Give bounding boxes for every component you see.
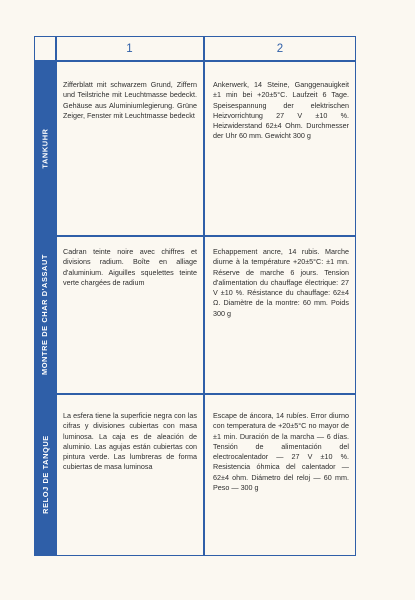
row-divider-2 [35,393,355,395]
column-header-1: 1 [126,43,133,55]
row-label-band-1 [35,61,55,235]
row-label-reloj: RELOJ DE TANQUE [40,435,50,514]
cell-tankuhr-description: Zifferblatt mit schwarzem Grund, Ziffern und Teilstriche mit Leuchtmasse bedeckt. Gehäuse aus Aluminiumlegierung. Grüne Zeiger, Fenster mit Leuchtmasse bedeckt [63,80,197,120]
cell-montre-specs: Echappement ancre, 14 rubis. Marche diurne à la température +20±5°C: ±1 mn. Réserve de marche 6 jours. Tension d'alimentation du chauffage électrique: 27 V ±10 %. Résistance du chauffage: 62±4 Ω. Diamètre de la montre: 60 mm. Poids 300 g [213,247,349,318]
cell-montre-description: Cadran teinte noire avec chiffres et divisions radium. Boîte en alliage d'aluminium. Aiguilles squelettes teinte verte chargées de radium [63,247,197,287]
column-divider [203,37,205,555]
column-header-2: 2 [276,43,284,55]
cell-reloj-specs: Escape de áncora, 14 rubíes. Error diurno con temperatura de +20±5°C no mayor de ±1 min. Duración de la marcha — 6 días. Tensión de alimentación del electrocalentador — 27 V ±10 %. Resistencia óhmica del calentador — 62±4 ohm. Diámetro del reloj — 60 mm. Peso — 300 g [213,411,349,493]
row-label-band-3 [35,394,55,555]
spec-table [34,36,356,556]
row-label-montre: MONTRE DE CHAR D'ASSAUT [40,253,50,376]
row-divider-1 [35,235,355,237]
row-label-band-2 [35,236,55,393]
row-label-tankuhr: TANKUHR [40,127,50,169]
band-divider [55,37,57,555]
cell-reloj-description: La esfera tiene la superficie negra con las cifras y divisiones cubiertas con masa luminosa. La caja es de aleación de aluminio. Las agujas están cubiertas con pintura verde. Las lumbreras de forma cubiertas de masa luminosa [63,411,197,472]
cell-tankuhr-specs: Ankerwerk, 14 Steine, Ganggenauigkeit ±1 min bei +20±5°C. Laufzeit 6 Tage. Speisespannung der elektrischen Heizvorrichtung 27 V ±10 %. Heizwiderstand 62±4 Ohm. Durchmesser der Uhr 60 mm. Gewicht 300 g [213,80,349,141]
